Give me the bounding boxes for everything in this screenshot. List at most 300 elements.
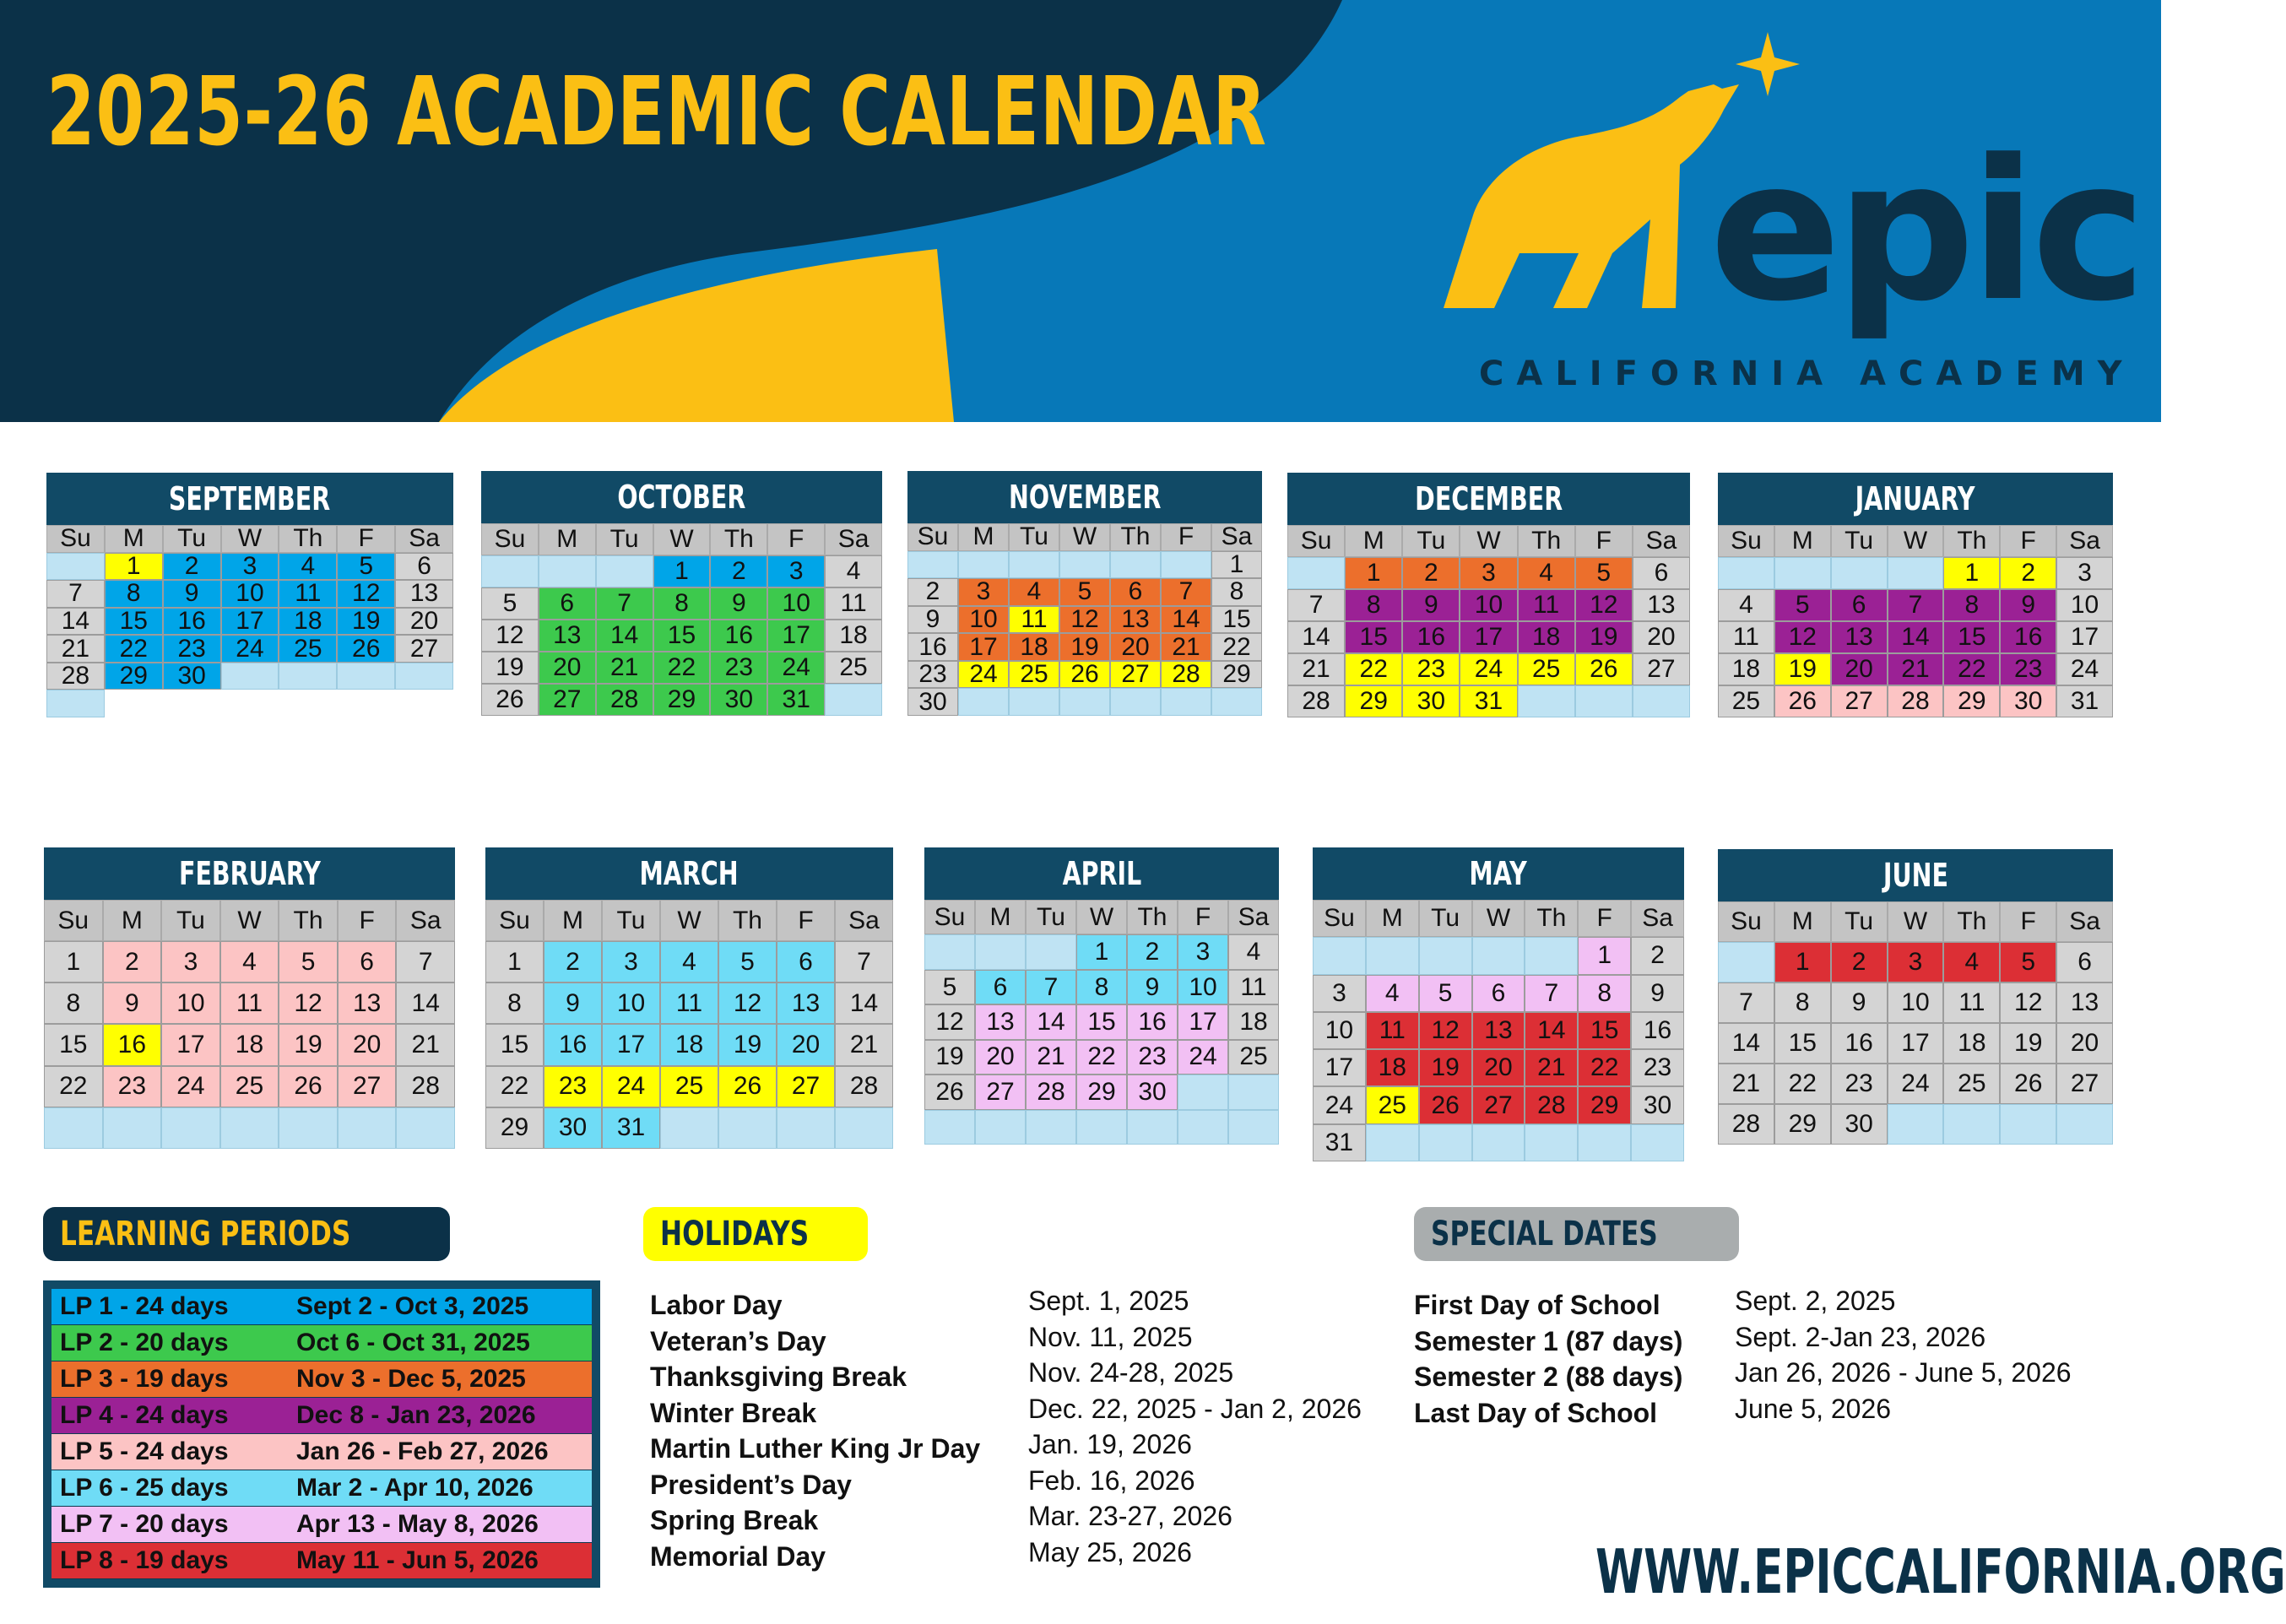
- weekday-label: Th: [1943, 901, 2000, 942]
- day-cell: 28: [835, 1066, 893, 1107]
- empty-day-cell: [1631, 1124, 1684, 1161]
- empty-day-cell: [958, 551, 1009, 579]
- day-cell: 12: [718, 983, 777, 1024]
- day-cell: 3: [1178, 934, 1228, 969]
- weekday-label: Sa: [825, 523, 882, 555]
- day-cell: 6: [1110, 578, 1161, 606]
- day-cell: 24: [1888, 1064, 1944, 1104]
- day-cell: 1: [1943, 557, 2000, 589]
- learning-period-name: LP 5 - 24 days: [60, 1437, 229, 1465]
- learning-period-dates: Dec 8 - Jan 23, 2026: [296, 1401, 536, 1429]
- day-cell: 21: [1161, 633, 1211, 661]
- day-cell: 11: [1518, 589, 1575, 621]
- day-cell: 31: [767, 684, 825, 716]
- day-cell: 9: [2000, 589, 2056, 621]
- month-october: [481, 471, 882, 716]
- empty-day-cell: [481, 555, 539, 587]
- day-cell: 1: [1578, 937, 1631, 974]
- weekday-label: Th: [710, 523, 767, 555]
- day-cell: 9: [1127, 970, 1178, 1004]
- day-cell: 12: [1059, 606, 1110, 634]
- empty-day-cell: [395, 663, 453, 690]
- empty-day-cell: [338, 1107, 397, 1149]
- day-cell: 29: [1211, 661, 1262, 689]
- empty-day-cell: [975, 934, 1026, 969]
- empty-day-cell: [1059, 551, 1110, 579]
- empty-day-cell: [1009, 688, 1059, 716]
- day-cell: 27: [539, 684, 596, 716]
- day-cell: 1: [1211, 551, 1262, 579]
- weekday-label: Sa: [395, 525, 453, 553]
- holiday-name: President’s Day: [650, 1469, 852, 1500]
- empty-day-cell: [1110, 688, 1161, 716]
- learning-period-name: LP 4 - 24 days: [60, 1401, 229, 1429]
- day-cell: 17: [1888, 1023, 1944, 1064]
- day-cell: 27: [1472, 1086, 1525, 1123]
- day-cell: 1: [44, 941, 103, 983]
- day-cell: 23: [544, 1066, 602, 1107]
- day-cell: 26: [2000, 1064, 2056, 1104]
- empty-day-cell: [1228, 1075, 1279, 1109]
- weekday-label: Su: [44, 900, 103, 941]
- day-cell: 2: [1402, 557, 1460, 589]
- day-cell: 20: [1472, 1049, 1525, 1086]
- day-cell: 15: [1345, 621, 1402, 653]
- day-cell: 18: [1228, 1004, 1279, 1039]
- day-cell: 30: [1831, 1104, 1888, 1145]
- day-cell: 5: [718, 941, 777, 983]
- weekday-label: F: [767, 523, 825, 555]
- empty-day-cell: [825, 684, 882, 716]
- day-cell: 6: [539, 587, 596, 620]
- day-cell: 6: [395, 553, 453, 581]
- day-cell: 28: [1888, 685, 1944, 717]
- holiday-date: Nov. 11, 2025: [1028, 1321, 1193, 1352]
- day-cell: 7: [1287, 589, 1345, 621]
- weekday-label: W: [1059, 523, 1110, 551]
- day-cell: 18: [1943, 1023, 2000, 1064]
- day-cell: 25: [1943, 1064, 2000, 1104]
- weekday-label: F: [1578, 900, 1631, 937]
- day-cell: 6: [1472, 975, 1525, 1012]
- weekday-label: Tu: [1402, 525, 1460, 557]
- day-cell: 15: [1578, 1012, 1631, 1049]
- day-cell: 29: [105, 663, 163, 690]
- day-cell: 28: [596, 684, 653, 716]
- day-cell: 20: [1633, 621, 1690, 653]
- day-cell: 8: [1774, 983, 1831, 1023]
- day-cell: 22: [1774, 1064, 1831, 1104]
- day-cell: 10: [767, 587, 825, 620]
- day-cell: 26: [279, 1066, 338, 1107]
- day-cell: 26: [337, 635, 395, 663]
- day-cell: 28: [1161, 661, 1211, 689]
- website-link[interactable]: WWW.EPICCALIFORNIA.ORG: [1595, 1536, 2286, 1607]
- empty-day-cell: [660, 1107, 718, 1149]
- day-cell: 23: [907, 661, 958, 689]
- day-cell: 28: [1525, 1086, 1578, 1123]
- weekday-label: M: [975, 900, 1026, 934]
- empty-day-cell: [1026, 1110, 1076, 1145]
- weekday-label: Th: [1110, 523, 1161, 551]
- day-cell: 2: [710, 555, 767, 587]
- day-cell: 27: [395, 635, 453, 663]
- empty-day-cell: [1178, 1075, 1228, 1109]
- weekday-label: Su: [1287, 525, 1345, 557]
- special-date-name: Last Day of School: [1414, 1397, 1658, 1428]
- day-cell: 19: [337, 608, 395, 636]
- month-title: MAY: [1313, 847, 1684, 900]
- day-cell: 13: [338, 983, 397, 1024]
- empty-day-cell: [1228, 1110, 1279, 1145]
- empty-day-cell: [220, 1107, 279, 1149]
- day-cell: 30: [1631, 1086, 1684, 1123]
- header-banner: [0, 0, 2161, 422]
- weekday-label: W: [220, 900, 279, 941]
- day-cell: 23: [103, 1066, 162, 1107]
- day-cell: 17: [767, 620, 825, 652]
- day-cell: 23: [1631, 1049, 1684, 1086]
- day-cell: 17: [958, 633, 1009, 661]
- day-cell: 20: [975, 1040, 1026, 1075]
- day-cell: 11: [825, 587, 882, 620]
- weekday-label: M: [103, 900, 162, 941]
- logo-wordmark: epic: [1709, 119, 2142, 344]
- day-cell: 8: [44, 983, 103, 1024]
- day-cell: 11: [1718, 621, 1774, 653]
- day-cell: 28: [1026, 1075, 1076, 1109]
- logo-subtitle: CALIFORNIA ACADEMY: [1479, 355, 2135, 393]
- empty-day-cell: [958, 688, 1009, 716]
- empty-day-cell: [1518, 685, 1575, 717]
- learning-period-row: [51, 1507, 592, 1543]
- holiday-date: Feb. 16, 2026: [1028, 1464, 1195, 1496]
- weekday-label: F: [2000, 525, 2056, 557]
- day-cell: 14: [1525, 1012, 1578, 1049]
- weekday-label: W: [660, 900, 718, 941]
- day-cell: 14: [1026, 1004, 1076, 1039]
- day-cell: 8: [1211, 578, 1262, 606]
- holiday-date: Dec. 22, 2025 - Jan 2, 2026: [1028, 1393, 1362, 1424]
- day-cell: 4: [1943, 942, 2000, 983]
- day-cell: 9: [1631, 975, 1684, 1012]
- day-cell: 8: [1943, 589, 2000, 621]
- day-cell: 13: [1633, 589, 1690, 621]
- learning-period-dates: Nov 3 - Dec 5, 2025: [296, 1365, 526, 1393]
- empty-day-cell: [1575, 685, 1633, 717]
- day-cell: 9: [1402, 589, 1460, 621]
- weekday-label: Su: [46, 525, 105, 553]
- holidays-label: HOLIDAYS: [643, 1207, 868, 1261]
- empty-day-cell: [1287, 557, 1345, 589]
- day-cell: 22: [653, 652, 711, 684]
- day-cell: 26: [924, 1075, 975, 1109]
- month-title: APRIL: [924, 847, 1279, 900]
- day-cell: 19: [924, 1040, 975, 1075]
- empty-day-cell: [539, 555, 596, 587]
- holiday-name: Thanksgiving Break: [650, 1361, 907, 1392]
- day-cell: 27: [338, 1066, 397, 1107]
- special-date-value: June 5, 2026: [1735, 1393, 1892, 1424]
- weekday-label: F: [1575, 525, 1633, 557]
- weekday-label: Su: [481, 523, 539, 555]
- learning-period-dates: Sept 2 - Oct 3, 2025: [296, 1292, 529, 1320]
- day-cell: 14: [396, 983, 455, 1024]
- day-cell: 30: [1402, 685, 1460, 717]
- day-cell: 22: [485, 1066, 544, 1107]
- empty-day-cell: [279, 663, 337, 690]
- holiday-name: Veteran’s Day: [650, 1325, 826, 1356]
- day-cell: 31: [602, 1107, 660, 1149]
- day-cell: 20: [395, 608, 453, 636]
- weekday-label: M: [1345, 525, 1402, 557]
- day-cell: 10: [1460, 589, 1517, 621]
- day-cell: 20: [2056, 1023, 2113, 1064]
- day-cell: 30: [710, 684, 767, 716]
- learning-period-name: LP 3 - 19 days: [60, 1365, 229, 1393]
- month-may: [1313, 847, 1684, 1161]
- learning-period-dates: May 11 - Jun 5, 2026: [296, 1546, 539, 1574]
- weekday-label: Tu: [1026, 900, 1076, 934]
- day-cell: 18: [660, 1024, 718, 1065]
- day-cell: 2: [163, 553, 221, 581]
- day-cell: 1: [653, 555, 711, 587]
- day-cell: 23: [163, 635, 221, 663]
- weekday-label: M: [105, 525, 163, 553]
- month-title: OCTOBER: [481, 471, 882, 523]
- day-cell: 26: [1059, 661, 1110, 689]
- day-cell: 7: [1718, 983, 1774, 1023]
- empty-day-cell: [1110, 551, 1161, 579]
- weekday-label: Sa: [1631, 900, 1684, 937]
- learning-period-dates: Oct 6 - Oct 31, 2025: [296, 1329, 530, 1356]
- day-cell: 18: [825, 620, 882, 652]
- day-cell: 2: [1127, 934, 1178, 969]
- month-november: [907, 471, 1262, 716]
- weekday-label: Th: [1525, 900, 1578, 937]
- holiday-date: Mar. 23-27, 2026: [1028, 1501, 1232, 1531]
- weekday-label: Sa: [2056, 901, 2113, 942]
- day-cell: 3: [221, 553, 279, 581]
- day-cell: 6: [777, 941, 835, 983]
- day-cell: 7: [835, 941, 893, 983]
- learning-period-row: [51, 1434, 592, 1470]
- weekday-label: W: [653, 523, 711, 555]
- day-cell: 16: [1402, 621, 1460, 653]
- day-cell: 29: [1076, 1075, 1127, 1109]
- day-cell: 11: [1009, 606, 1059, 634]
- empty-day-cell: [1831, 557, 1888, 589]
- day-cell: 2: [103, 941, 162, 983]
- day-cell: 19: [718, 1024, 777, 1065]
- day-cell: 6: [1633, 557, 1690, 589]
- day-cell: 24: [767, 652, 825, 684]
- special-dates-label: SPECIAL DATES: [1414, 1207, 1739, 1261]
- empty-day-cell: [2000, 1104, 2056, 1145]
- day-cell: 30: [2000, 685, 2056, 717]
- day-cell: 17: [1313, 1049, 1366, 1086]
- weekday-label: W: [221, 525, 279, 553]
- empty-day-cell: [1718, 942, 1774, 983]
- day-cell: 7: [1525, 975, 1578, 1012]
- learning-period-row: [51, 1543, 592, 1579]
- day-cell: 25: [1228, 1040, 1279, 1075]
- weekday-label: M: [544, 900, 602, 941]
- day-cell: 25: [1366, 1086, 1419, 1123]
- month-february: [44, 847, 455, 1149]
- day-cell: 20: [1110, 633, 1161, 661]
- day-cell: 22: [44, 1066, 103, 1107]
- day-cell: 31: [2056, 685, 2113, 717]
- empty-day-cell: [1888, 1104, 1944, 1145]
- learning-period-row: [51, 1361, 592, 1398]
- day-cell: 16: [1831, 1023, 1888, 1064]
- day-cell: 25: [660, 1066, 718, 1107]
- day-cell: 13: [539, 620, 596, 652]
- day-cell: 19: [1575, 621, 1633, 653]
- holiday-name: Labor Day: [650, 1290, 783, 1320]
- day-cell: 11: [1228, 970, 1279, 1004]
- empty-day-cell: [907, 551, 958, 579]
- day-cell: 15: [1076, 1004, 1127, 1039]
- special-date-name: Semester 1 (87 days): [1414, 1325, 1683, 1356]
- day-cell: 15: [1943, 621, 2000, 653]
- day-cell: 4: [660, 941, 718, 983]
- day-cell: 17: [221, 608, 279, 636]
- weekday-label: W: [1888, 901, 1944, 942]
- day-cell: 30: [544, 1107, 602, 1149]
- day-cell: 10: [958, 606, 1009, 634]
- learning-period-name: LP 6 - 25 days: [60, 1474, 229, 1502]
- empty-day-cell: [924, 934, 975, 969]
- day-cell: 26: [718, 1066, 777, 1107]
- day-cell: 16: [103, 1024, 162, 1065]
- day-cell: 29: [485, 1107, 544, 1149]
- learning-period-row: [51, 1325, 592, 1361]
- day-cell: 12: [1774, 621, 1831, 653]
- day-cell: 7: [596, 587, 653, 620]
- day-cell: 1: [1076, 934, 1127, 969]
- day-cell: 9: [163, 580, 221, 608]
- weekday-label: Th: [1518, 525, 1575, 557]
- day-cell: 20: [539, 652, 596, 684]
- day-cell: 13: [1831, 621, 1888, 653]
- day-cell: 4: [825, 555, 882, 587]
- day-cell: 17: [1178, 1004, 1228, 1039]
- weekday-label: W: [1888, 525, 1944, 557]
- day-cell: 5: [924, 970, 975, 1004]
- special-date-value: Jan 26, 2026 - June 5, 2026: [1735, 1357, 2072, 1388]
- day-cell: 6: [2056, 942, 2113, 983]
- weekday-label: Su: [485, 900, 544, 941]
- day-cell: 28: [1287, 685, 1345, 717]
- day-cell: 9: [710, 587, 767, 620]
- day-cell: 16: [907, 633, 958, 661]
- day-cell: 21: [1525, 1049, 1578, 1086]
- day-cell: 24: [1313, 1086, 1366, 1123]
- day-cell: 31: [1313, 1124, 1366, 1161]
- day-cell: 17: [1460, 621, 1517, 653]
- day-cell: 18: [1366, 1049, 1419, 1086]
- day-cell: 4: [1718, 589, 1774, 621]
- day-cell: 23: [2000, 653, 2056, 685]
- weekday-label: Sa: [1228, 900, 1279, 934]
- weekday-label: Sa: [1211, 523, 1262, 551]
- day-cell: 4: [1009, 578, 1059, 606]
- day-cell: 16: [544, 1024, 602, 1065]
- empty-day-cell: [1718, 557, 1774, 589]
- day-cell: 14: [835, 983, 893, 1024]
- holiday-date: Sept. 1, 2025: [1028, 1286, 1189, 1316]
- empty-day-cell: [221, 663, 279, 690]
- day-cell: 20: [777, 1024, 835, 1065]
- day-cell: 1: [1774, 942, 1831, 983]
- day-cell: 17: [602, 1024, 660, 1065]
- month-december: [1287, 473, 1690, 717]
- day-cell: 25: [220, 1066, 279, 1107]
- weekday-label: Su: [1718, 525, 1774, 557]
- learning-period-name: LP 7 - 20 days: [60, 1510, 229, 1538]
- day-cell: 12: [279, 983, 338, 1024]
- day-cell: 13: [1472, 1012, 1525, 1049]
- empty-day-cell: [46, 690, 105, 717]
- day-cell: 29: [1943, 685, 2000, 717]
- weekday-label: Sa: [835, 900, 893, 941]
- weekday-label: Th: [718, 900, 777, 941]
- day-cell: 6: [338, 941, 397, 983]
- day-cell: 22: [1345, 653, 1402, 685]
- day-cell: 19: [1774, 653, 1831, 685]
- special-date-name: Semester 2 (88 days): [1414, 1361, 1683, 1392]
- day-cell: 7: [46, 580, 105, 608]
- day-cell: 2: [544, 941, 602, 983]
- day-cell: 21: [1718, 1064, 1774, 1104]
- day-cell: 6: [975, 970, 1026, 1004]
- month-june: [1718, 849, 2113, 1145]
- empty-day-cell: [1633, 685, 1690, 717]
- day-cell: 22: [1578, 1049, 1631, 1086]
- day-cell: 24: [161, 1066, 220, 1107]
- day-cell: 27: [777, 1066, 835, 1107]
- day-cell: 22: [105, 635, 163, 663]
- empty-day-cell: [2056, 1104, 2113, 1145]
- weekday-label: W: [1460, 525, 1517, 557]
- empty-day-cell: [1127, 1110, 1178, 1145]
- weekday-label: W: [1076, 900, 1127, 934]
- month-title: FEBRUARY: [44, 847, 455, 900]
- day-cell: 15: [44, 1024, 103, 1065]
- empty-day-cell: [279, 1107, 338, 1149]
- day-cell: 18: [279, 608, 337, 636]
- day-cell: 3: [1888, 942, 1944, 983]
- day-cell: 18: [1009, 633, 1059, 661]
- learning-period-dates: Jan 26 - Feb 27, 2026: [296, 1437, 549, 1465]
- empty-day-cell: [1366, 1124, 1419, 1161]
- day-cell: 26: [1774, 685, 1831, 717]
- day-cell: 31: [1460, 685, 1517, 717]
- day-cell: 25: [1518, 653, 1575, 685]
- weekday-label: Tu: [163, 525, 221, 553]
- day-cell: 15: [105, 608, 163, 636]
- day-cell: 7: [396, 941, 455, 983]
- empty-day-cell: [1059, 688, 1110, 716]
- day-cell: 21: [596, 652, 653, 684]
- day-cell: 25: [1009, 661, 1059, 689]
- empty-day-cell: [396, 1107, 455, 1149]
- day-cell: 3: [767, 555, 825, 587]
- day-cell: 30: [163, 663, 221, 690]
- empty-day-cell: [1888, 557, 1944, 589]
